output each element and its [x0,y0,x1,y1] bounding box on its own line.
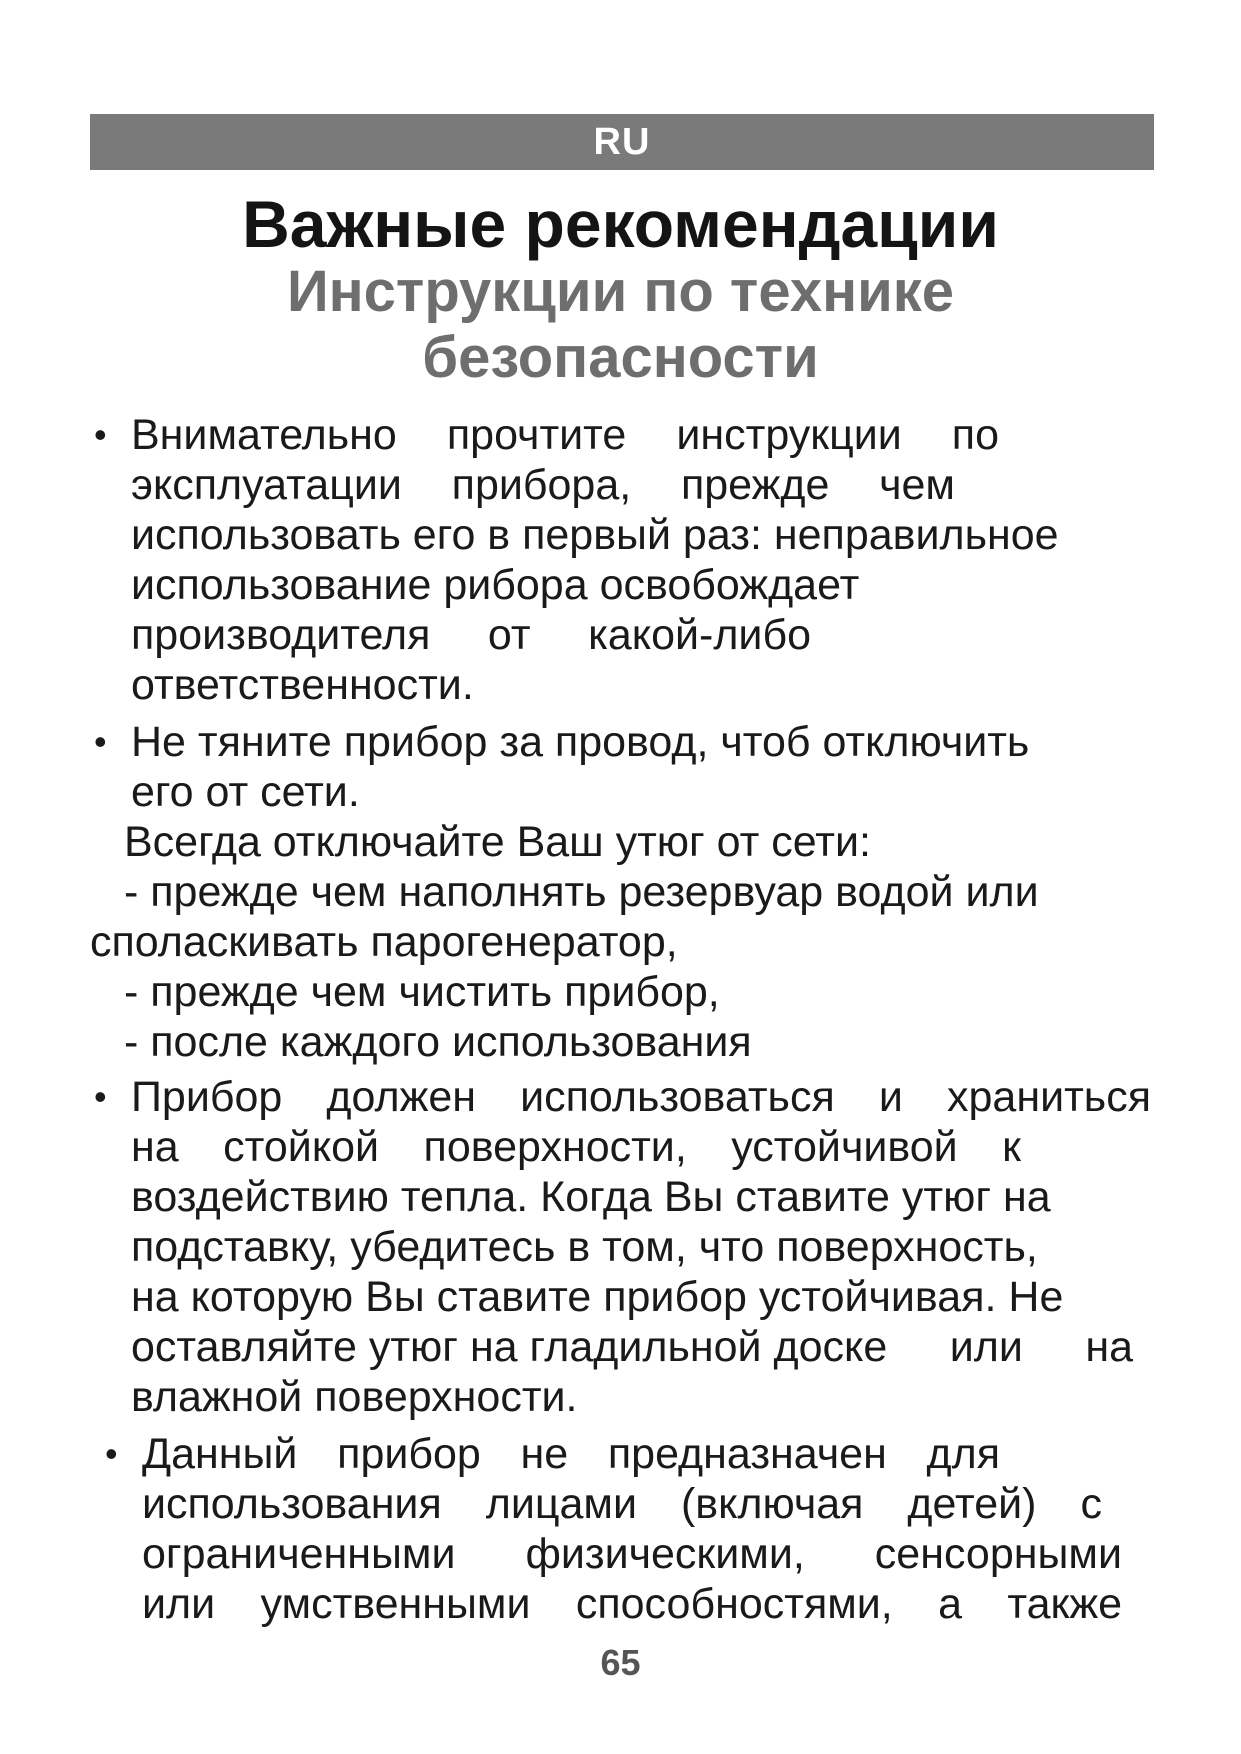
word: умственными [260,1580,531,1628]
word: производителя [131,611,431,659]
word: на [1085,1323,1133,1371]
word: по [951,411,999,459]
bullet-icon: • [94,1076,107,1117]
page-number: 65 [600,1642,641,1683]
word: Прибор [131,1073,283,1121]
text-line: Не тяните прибор за провод, чтоб отключить [131,718,1030,766]
text-line: ответственности. [131,661,474,709]
word: или [142,1580,216,1628]
text-line: его от сети. [131,768,360,816]
text-line: подставку, убедитесь в том, что поверхность, [131,1223,1038,1271]
word: прибор [337,1430,481,1478]
word: с [1080,1480,1102,1528]
text-line [131,1322,1133,1372]
word: или [949,1323,1023,1371]
word: а [938,1580,963,1628]
text-line: Всегда отключайте Ваш утюг от сети: [124,818,871,866]
text-line: - прежде чем чистить прибор, [124,968,720,1016]
word: способностями, [575,1580,893,1628]
word: предназначен [607,1430,887,1478]
word: лицами [485,1480,637,1528]
text-line: - после каждого использования [124,1018,752,1066]
language-code: RU [593,121,651,163]
word: не [520,1430,569,1478]
bullet-icon: • [94,414,107,455]
bullet-icon: • [105,1433,118,1474]
word: храниться [947,1073,1151,1121]
language-header-bar [90,114,1154,170]
subtitle-line: Инструкции по технике [286,259,955,324]
word: к [1002,1123,1021,1171]
word: инструкции [676,411,902,459]
text-line: использовать его в первый раз: неправильное [131,511,1059,559]
text-line: споласкивать парогенератор, [90,918,678,966]
word: эксплуатации [131,461,402,509]
text-line [142,1429,1000,1479]
text-line [142,1579,1122,1629]
word: должен [326,1073,476,1121]
text-line: влажной поверхности. [131,1373,578,1421]
word: Данный [142,1430,298,1478]
word: использоваться [520,1073,835,1121]
text-line [131,1122,1021,1172]
word: поверхности, [423,1123,687,1171]
text-line [142,1479,1102,1529]
word: Внимательно [131,411,397,459]
word: устойчивой [731,1123,958,1171]
word: какой-либо [588,611,811,659]
word: физическими, [525,1530,805,1578]
text-line [131,410,999,460]
subtitle-line: безопасности [422,325,819,390]
text-line: - прежде чем наполнять резервуар водой или [124,868,1039,916]
page-subtitle [0,259,1241,391]
text-line [131,610,811,660]
bullet-icon: • [94,721,107,762]
word: на [131,1123,179,1171]
text-line [142,1529,1122,1579]
text-line [131,1072,1151,1122]
word: сенсорными [874,1530,1122,1578]
word: детей) [907,1480,1037,1528]
word: чем [879,461,955,509]
word: оставляйте утюг на гладильной доске [131,1323,888,1371]
text-line: использование рибора освобождает [131,561,860,609]
word: прочтите [446,411,627,459]
text-line: на которую Вы ставите прибор устойчивая. Не [131,1273,1064,1321]
word: от [487,611,531,659]
word: для [926,1430,1000,1478]
word: (включая [680,1480,864,1528]
word: прибора, [451,461,632,509]
word: ограниченными [142,1530,456,1578]
word: и [878,1073,903,1121]
text-line: воздействию тепла. Когда Вы ставите утюг на [131,1173,1051,1221]
text-line [131,460,955,510]
word: использования [142,1480,442,1528]
page-title: Важные рекомендации [242,187,999,261]
word: прежде [680,461,830,509]
word: также [1007,1580,1122,1628]
word: стойкой [223,1123,380,1171]
